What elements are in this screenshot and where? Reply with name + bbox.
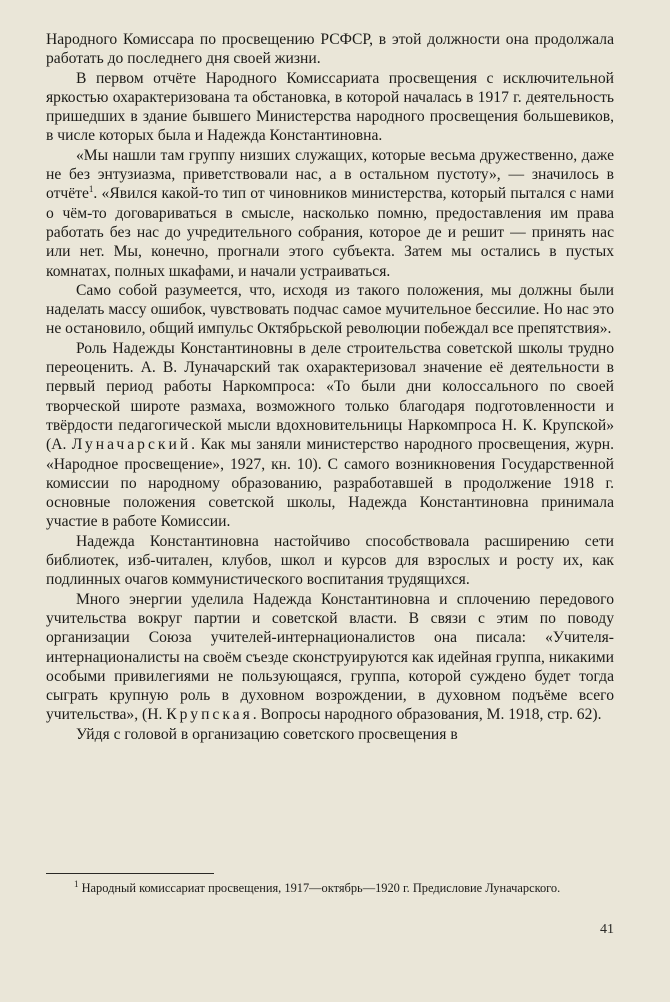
footnote-mark: 1 [74, 878, 79, 889]
paragraph-7 [46, 590, 614, 725]
body-text [46, 30, 614, 744]
paragraph-4: Само собой разумеется, что, исходя из такого положения, мы должны были наделать массу ошибок, чувствовать подчас самое мучительное бессилие. Но нас это не остановило, общий импульс Октябрьской революции побеждал все препятствия». [46, 281, 614, 338]
quote-part-1: «Мы нашли там группу низших служащих, которые весьма дружественно, даже не без энтузиазма, приветствовали нас, а в остальном пустоту», — значилось в отчёте [46, 146, 614, 203]
paragraph-8: Уйдя с головой в организацию советского просвещения в [76, 725, 458, 743]
author-name-lunacharsky: Луначарский [71, 436, 192, 454]
footnote [46, 880, 614, 896]
paragraph-2: В первом отчёте Народного Комиссариата просвещения с исключительной яркостью охарактеризована та обстановка, в которой началась в 1917 г. деятельность пришедших в здание бывшего Министерства народного просвещения большевиков, в числе которых была и Надежда Константиновна. [46, 69, 614, 145]
quote-part-2: . «Явился какой-то тип от чиновников министерства, который пытался с нами о чём-то договариваться в смысле, насколько помню, предоставления им права работать без нас до учредительного собрания, которое де и решит — принять нас или нет. Мы, конечно, прогнали этого субъекта. Затем мы остались в пустых комнатах, полных шкафами, и начали устраиваться. [46, 185, 614, 280]
krupskaya-quote: Много энергии уделила Надежда Константиновна и сплочению передового учительства вокруг партии и советской власти. В связи с этим по поводу организации Союза учителей-интернационалистов она писала: «Учителя-интернационалисты на своём съезде сконструируются как идейная группа, никакими особыми привилегиями не пользующаяся, группа, которой суждено будет тогда сыграть крупную роль в духовном возрождении, в духовном подъёме всего учительства», (Н. [46, 590, 614, 724]
paragraph-6: Надежда Константиновна настойчиво способствовала расширению сети библиотек, изб-читален, клубов, школ и курсов для взрослых и росту их, как подлинных очагов коммунистического воспитания трудящихся. [46, 532, 614, 589]
lunacharsky-quote: Роль Надежды Константиновны в деле строительства советской школы трудно переоценить. А. В. Луначарский так охарактеризовал значение её деятельности в первый период работы Наркомпроса: «То были дни колоссального по своей творческой широте размаха, возможного только благодаря подготовленности и твёрдости педагогической мысли вдохновительницы Наркомпроса Н. К. Крупской» (А. [46, 339, 614, 454]
paragraph-1: Народного Комиссара по просвещению РСФСР, в этой должности она продолжала работать до последнего дня своей жизни. [46, 31, 614, 68]
page-number: 41 [600, 922, 614, 937]
krupskaya-citation: . Вопросы народного образования, М. 1918, стр. 62). [252, 706, 602, 724]
paragraph-3 [46, 146, 614, 281]
footnote-text [46, 880, 614, 896]
lunacharsky-citation: . Как мы заняли министерство народного просвещения, журн. «Народное просвещение», 1927, кн. 10). С самого возникновения Государственной комиссии по народному образованию, разработавшей в продолжение 1918 г. основные положения советской школы, Надежда Константиновна принимала участие в работе Комиссии. [46, 436, 614, 531]
paragraph-5 [46, 339, 614, 532]
author-name-krupskaya: Крупская [166, 706, 253, 724]
footnote-reference: 1 [88, 184, 94, 195]
footnote-divider [46, 873, 214, 874]
footnote-body: Народный комиссариат просвещения, 1917—октябрь—1920 г. Предисловие Луначарского. [81, 881, 561, 895]
